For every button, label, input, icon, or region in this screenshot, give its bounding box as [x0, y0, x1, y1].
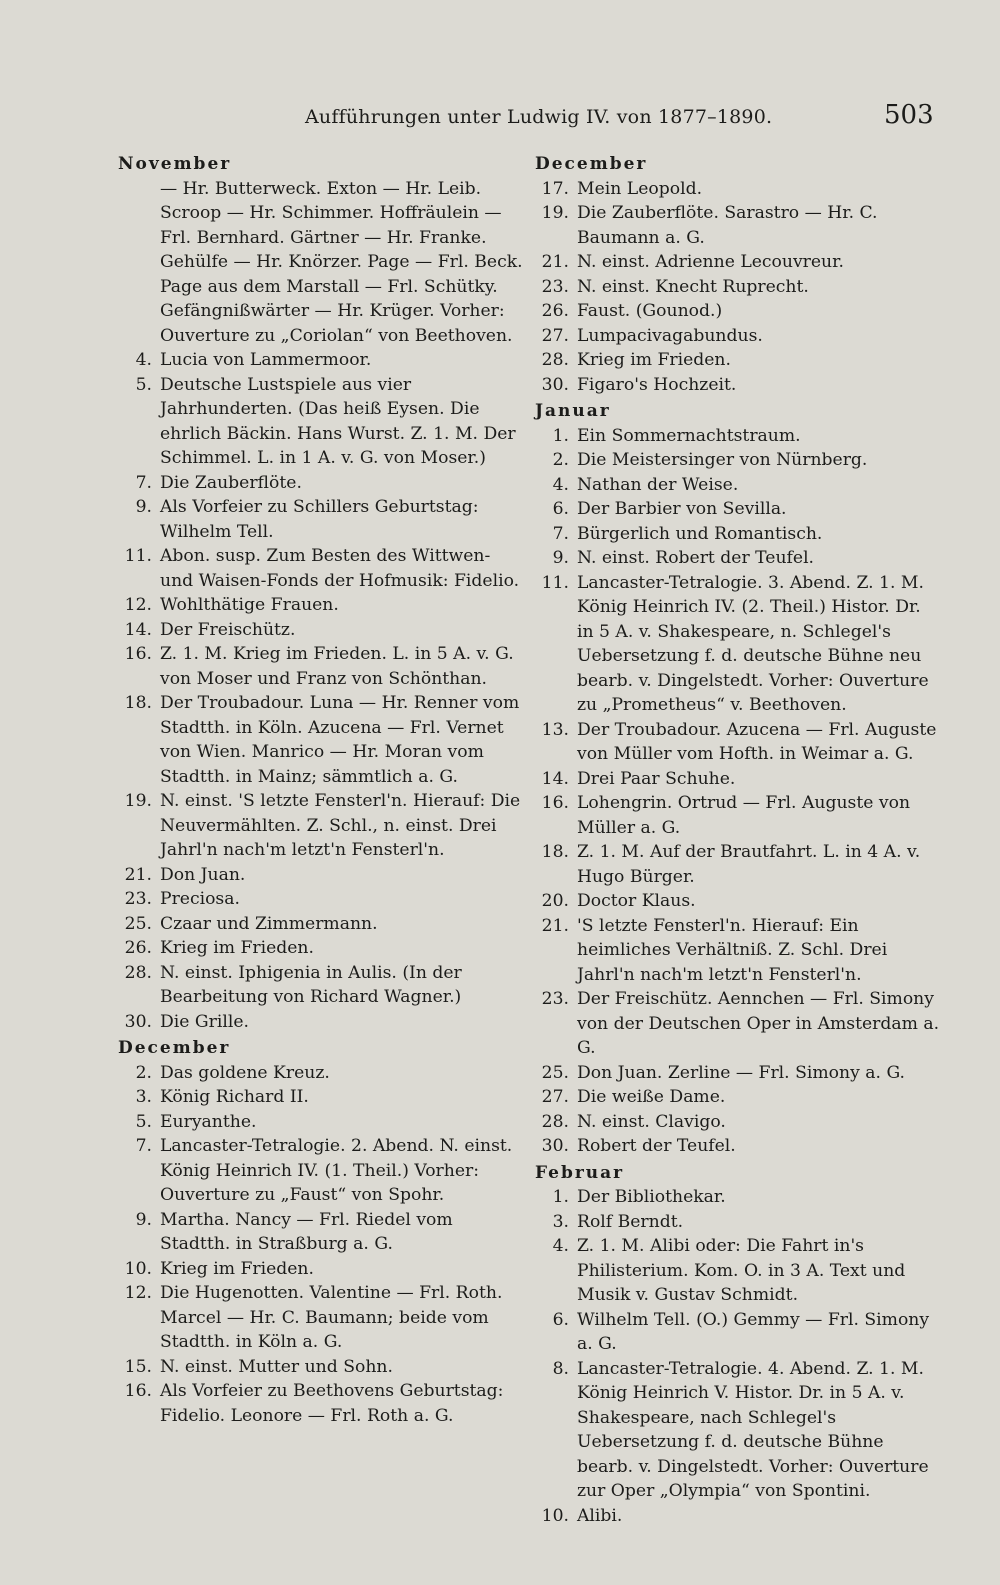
- list-item: [535, 299, 940, 324]
- list-item: [535, 201, 940, 250]
- entry-text: Euryanthe.: [160, 1111, 257, 1132]
- entry-text: Figaro's Hochzeit.: [577, 374, 737, 395]
- entry-text: Deutsche Lustspiele aus vier Jahrhunderten. (Das heiß Eysen. Die ehrlich Bäckin. Hans Wurst. Z. 1. M. Der Schimmel. L. in 1 A. v. G. von Moser.): [160, 374, 516, 468]
- entry-date: 11.: [541, 572, 569, 593]
- entry-text: Die weiße Dame.: [577, 1087, 726, 1107]
- entry-date: 9.: [552, 548, 569, 568]
- november-list: [118, 348, 523, 1034]
- entry-text: N. einst. Mutter und Sohn.: [160, 1356, 393, 1377]
- entry-text: 'S letzte Fensterl'n. Hierauf: Ein heimliches Verhältniß. Z. Schl. Drei Jahrl'n nach'm letzt'n Fensterl'n.: [577, 915, 888, 985]
- entry-text: Lancaster-Tetralogie. 4. Abend. Z. 1. M. König Heinrich V. Histor. Dr. in 5 A. v. Shakespeare, nach Schlegel's Uebersetzung f. d. deutsche Bühne bearb. v. Dingelstedt. Vorher: Ouverture zur Oper „Olympia“ von Spontini.: [577, 1358, 929, 1501]
- entry-text: N. einst. Clavigo.: [577, 1111, 726, 1132]
- entry-date: 28.: [541, 1111, 569, 1132]
- list-item: [118, 691, 523, 789]
- entry-text: Doctor Klaus.: [577, 891, 696, 911]
- entry-date: 27.: [541, 325, 569, 346]
- entry-date: 7.: [135, 1136, 152, 1156]
- entry-date: 15.: [124, 1356, 152, 1377]
- list-item: [118, 936, 523, 961]
- entry-date: 9.: [135, 1209, 152, 1230]
- list-item: [535, 1085, 940, 1110]
- list-item: [535, 348, 940, 373]
- list-item: [535, 546, 940, 571]
- entry-text: Der Troubadour. Azucena — Frl. Auguste von Müller vom Hofth. in Weimar a. G.: [577, 719, 937, 764]
- list-item: [535, 1308, 940, 1357]
- list-item: [118, 912, 523, 937]
- entry-date: 1.: [552, 1187, 569, 1207]
- entry-date: 25.: [541, 1062, 569, 1083]
- list-item: [535, 987, 940, 1061]
- list-item: [535, 718, 940, 767]
- entry-text: Der Freischütz. Aennchen — Frl. Simony von der Deutschen Oper in Amsterdam a. G.: [577, 989, 940, 1058]
- entry-text: Preciosa.: [160, 889, 240, 909]
- entry-date: 12.: [124, 595, 152, 615]
- list-item: [535, 1357, 940, 1504]
- month-heading-december-cont: December: [535, 154, 648, 174]
- entry-text: Krieg im Frieden.: [577, 350, 731, 370]
- list-item: [535, 177, 940, 202]
- entry-date: 7.: [135, 472, 152, 493]
- entry-date: 7.: [552, 523, 569, 544]
- entry-date: 30.: [541, 374, 569, 395]
- right-column: [535, 150, 940, 1528]
- entry-date: 23.: [541, 989, 569, 1009]
- entry-date: 21.: [541, 915, 569, 936]
- entry-date: 21.: [124, 864, 152, 885]
- list-item: [535, 840, 940, 889]
- entry-text: Alibi.: [577, 1505, 623, 1526]
- december-list-left: [118, 1061, 523, 1429]
- entry-date: 18.: [124, 693, 152, 713]
- list-item: [118, 642, 523, 691]
- list-item: [535, 424, 940, 449]
- list-item: [118, 544, 523, 593]
- list-item: [118, 1010, 523, 1035]
- list-item: [118, 348, 523, 373]
- entry-date: 5.: [135, 374, 152, 395]
- entry-text: Don Juan. Zerline — Frl. Simony a. G.: [577, 1062, 906, 1083]
- entry-text: Czaar und Zimmermann.: [160, 913, 378, 934]
- list-item: [535, 1504, 940, 1529]
- list-item: [535, 497, 940, 522]
- list-item: [535, 250, 940, 275]
- list-item: [118, 1208, 523, 1257]
- entry-text: Nathan der Weise.: [577, 474, 739, 495]
- list-item: [118, 887, 523, 912]
- entry-text: Als Vorfeier zu Schillers Geburtstag: Wilhelm Tell.: [160, 497, 479, 542]
- november-continuation: — Hr. Butterweck. Exton — Hr. Leib. Scroop — Hr. Schimmer. Hoffräulein — Frl. Bernhard. Gärtner — Hr. Franke. Gehülfe — Hr. Knörzer. Page — Frl. Beck. Page aus dem Marstall — Frl. Schütky. Gefängnißwärter — Hr. Krüger. Vorher: Ouverture zu „Coriolan“ von Beethoven.: [160, 178, 523, 346]
- entry-date: 9.: [135, 497, 152, 517]
- entry-date: 21.: [541, 252, 569, 272]
- entry-date: 23.: [541, 276, 569, 297]
- entry-date: 4.: [552, 474, 569, 495]
- list-item: [535, 889, 940, 914]
- entry-text: Der Freischütz.: [160, 619, 296, 640]
- entry-date: 4.: [552, 1236, 569, 1256]
- entry-date: 17.: [541, 178, 569, 199]
- entry-text: Ein Sommernachtstraum.: [577, 425, 801, 446]
- list-item: [118, 1134, 523, 1208]
- entry-date: 3.: [135, 1087, 152, 1107]
- entry-date: 11.: [124, 546, 152, 566]
- list-item: [535, 791, 940, 840]
- list-item: [118, 495, 523, 544]
- list-item: [118, 1355, 523, 1380]
- entry-date: 12.: [124, 1283, 152, 1303]
- entry-text: Die Meistersinger von Nürnberg.: [577, 450, 868, 470]
- entry-text: Rolf Berndt.: [577, 1211, 684, 1232]
- page-number: 503: [884, 100, 934, 130]
- list-item: [535, 571, 940, 718]
- entry-text: Lancaster-Tetralogie. 3. Abend. Z. 1. M. König Heinrich IV. (2. Theil.) Histor. Dr. in 5 A. v. Shakespeare, n. Schlegel's Uebersetzung f. d. deutsche Bühne neu bearb. v. Dingelstedt. Vorher: Ouverture zu „Prometheus“ v. Beethoven.: [577, 572, 929, 715]
- list-item: [535, 767, 940, 792]
- list-item: [535, 1061, 940, 1086]
- entry-text: Die Grille.: [160, 1011, 249, 1032]
- entry-text: Das goldene Kreuz.: [160, 1062, 330, 1083]
- list-item: [118, 618, 523, 643]
- list-item: [118, 373, 523, 471]
- list-item: [118, 961, 523, 1010]
- list-item: [535, 373, 940, 398]
- list-item: [118, 593, 523, 618]
- list-item: [118, 1257, 523, 1282]
- entry-text: Der Barbier von Sevilla.: [577, 499, 787, 519]
- entry-date: 19.: [541, 203, 569, 223]
- list-item: [535, 914, 940, 988]
- entry-date: 30.: [124, 1011, 152, 1032]
- entry-date: 26.: [124, 938, 152, 958]
- entry-date: 26.: [541, 301, 569, 321]
- entry-text: Krieg im Frieden.: [160, 1258, 314, 1279]
- list-item: [535, 1110, 940, 1135]
- list-item: [118, 1281, 523, 1355]
- entry-date: 16.: [124, 1381, 152, 1401]
- list-item: [118, 1110, 523, 1135]
- month-heading-januar: Januar: [535, 401, 611, 421]
- month-heading-november: November: [118, 154, 232, 174]
- list-item: [535, 1210, 940, 1235]
- entry-date: 14.: [124, 619, 152, 640]
- januar-list: [535, 424, 940, 1159]
- entry-text: Drei Paar Schuhe.: [577, 768, 736, 789]
- entry-date: 16.: [124, 644, 152, 664]
- entry-date: 20.: [541, 891, 569, 911]
- list-item: [535, 1134, 940, 1159]
- entry-text: Lohengrin. Ortrud — Frl. Auguste von Müller a. G.: [577, 793, 911, 838]
- entry-text: Lumpacivagabundus.: [577, 325, 763, 346]
- entry-date: 4.: [135, 350, 152, 370]
- entry-text: Der Bibliothekar.: [577, 1187, 726, 1207]
- entry-text: Die Hugenotten. Valentine — Frl. Roth. Marcel — Hr. C. Baumann; beide vom Stadtth. in Köln a. G.: [160, 1283, 503, 1352]
- list-item: [535, 1185, 940, 1210]
- entry-date: 2.: [552, 450, 569, 470]
- entry-text: Als Vorfeier zu Beethovens Geburtstag: Fidelio. Leonore — Frl. Roth a. G.: [160, 1381, 504, 1426]
- list-item: [118, 1061, 523, 1086]
- entry-text: Die Zauberflöte.: [160, 472, 302, 493]
- entry-date: 10.: [124, 1258, 152, 1279]
- entry-text: Don Juan.: [160, 864, 246, 885]
- left-column: [118, 150, 523, 1428]
- month-heading-december: December: [118, 1038, 231, 1058]
- entry-date: 30.: [541, 1136, 569, 1156]
- entry-text: Z. 1. M. Krieg im Frieden. L. in 5 A. v. G. von Moser und Franz von Schönthan.: [160, 644, 514, 689]
- entry-date: 10.: [541, 1505, 569, 1526]
- list-item: [535, 448, 940, 473]
- entry-text: Martha. Nancy — Frl. Riedel vom Stadtth. in Straßburg a. G.: [160, 1209, 453, 1254]
- februar-list: [535, 1185, 940, 1528]
- december-list-right: [535, 177, 940, 398]
- entry-text: König Richard II.: [160, 1087, 309, 1107]
- entry-text: Lancaster-Tetralogie. 2. Abend. N. einst. König Heinrich IV. (1. Theil.) Vorher: Ouverture zu „Faust“ von Spohr.: [160, 1136, 513, 1205]
- entry-text: N. einst. Robert der Teufel.: [577, 548, 815, 568]
- list-item: [535, 1234, 940, 1308]
- entry-date: 23.: [124, 889, 152, 909]
- list-item: [535, 522, 940, 547]
- page-header: [0, 100, 1000, 134]
- list-item: [118, 863, 523, 888]
- entry-date: 5.: [135, 1111, 152, 1132]
- entry-text: Robert der Teufel.: [577, 1136, 736, 1156]
- entry-text: N. einst. Knecht Ruprecht.: [577, 276, 809, 297]
- entry-date: 19.: [124, 791, 152, 811]
- entry-date: 6.: [552, 499, 569, 519]
- entry-text: Wilhelm Tell. (O.) Gemmy — Frl. Simony a. G.: [577, 1309, 930, 1354]
- entry-date: 28.: [541, 350, 569, 370]
- list-item: [535, 275, 940, 300]
- entry-text: N. einst. Iphigenia in Aulis. (In der Bearbeitung von Richard Wagner.): [160, 962, 462, 1007]
- entry-text: N. einst. 'S letzte Fensterl'n. Hierauf: Die Neuvermählten. Z. Schl., n. einst. Drei Jahrl'n nach'm letzt'n Fensterl'n.: [160, 791, 521, 860]
- list-item: [118, 1085, 523, 1110]
- list-item: [535, 473, 940, 498]
- entry-date: 2.: [135, 1062, 152, 1083]
- list-item: [118, 471, 523, 496]
- entry-text: Z. 1. M. Auf der Brautfahrt. L. in 4 A. v. Hugo Bürger.: [577, 842, 921, 887]
- running-head: Aufführungen unter Ludwig IV. von 1877–1890.: [305, 106, 773, 128]
- entry-text: Abon. susp. Zum Besten des Wittwen- und Waisen-Fonds der Hofmusik: Fidelio.: [160, 546, 520, 591]
- entry-date: 28.: [124, 962, 152, 983]
- entry-text: Die Zauberflöte. Sarastro — Hr. C. Baumann a. G.: [577, 203, 878, 248]
- list-item: [118, 1379, 523, 1428]
- entry-date: 3.: [552, 1211, 569, 1232]
- entry-text: Bürgerlich und Romantisch.: [577, 523, 823, 544]
- entry-date: 6.: [552, 1309, 569, 1330]
- entry-date: 14.: [541, 768, 569, 789]
- entry-text: Lucia von Lammermoor.: [160, 350, 372, 370]
- entry-date: 27.: [541, 1087, 569, 1107]
- entry-text: Krieg im Frieden.: [160, 938, 314, 958]
- entry-date: 13.: [541, 719, 569, 740]
- list-item: [118, 789, 523, 863]
- entry-text: Der Troubadour. Luna — Hr. Renner vom Stadtth. in Köln. Azucena — Frl. Vernet von Wien. Manrico — Hr. Moran vom Stadtth. in Mainz; sämmtlich a. G.: [160, 693, 520, 787]
- month-heading-februar: Februar: [535, 1162, 625, 1183]
- entry-date: 1.: [552, 425, 569, 446]
- entry-text: N. einst. Adrienne Lecouvreur.: [577, 252, 844, 272]
- list-item: [535, 324, 940, 349]
- entry-text: Mein Leopold.: [577, 178, 703, 199]
- entry-date: 8.: [552, 1358, 569, 1379]
- entry-date: 18.: [541, 842, 569, 862]
- entry-text: Faust. (Gounod.): [577, 301, 723, 321]
- entry-date: 16.: [541, 793, 569, 813]
- entry-date: 25.: [124, 913, 152, 934]
- entry-text: Wohlthätige Frauen.: [160, 595, 339, 615]
- entry-text: Z. 1. M. Alibi oder: Die Fahrt in's Philisterium. Kom. O. in 3 A. Text und Musik v. Gustav Schmidt.: [577, 1236, 906, 1305]
